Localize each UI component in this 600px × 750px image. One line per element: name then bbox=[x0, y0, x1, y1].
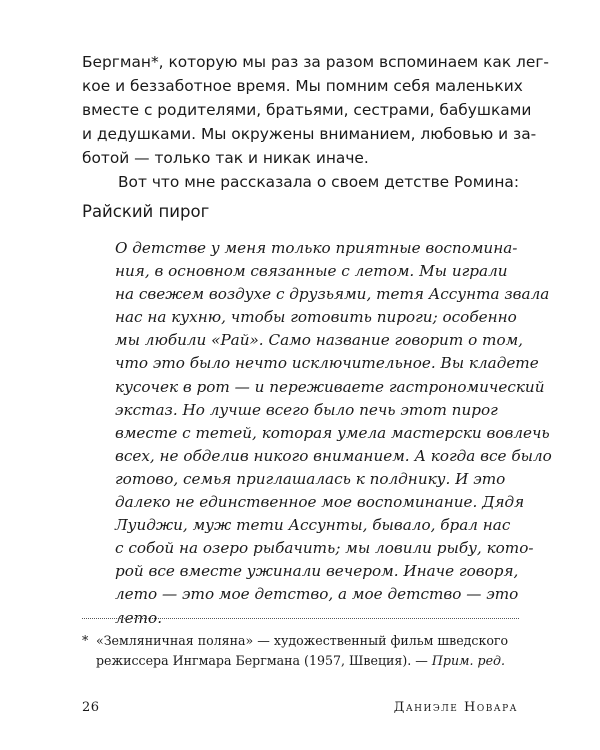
quote-line: рой все вместе ужинали вечером. Иначе говоря, bbox=[115, 562, 519, 581]
quote-block bbox=[115, 237, 552, 630]
body-line: кое и беззаботное время. Мы помним себя маленьких bbox=[82, 77, 523, 95]
quote-line: далеко не единственное мое воспоминание. Дядя bbox=[115, 493, 525, 512]
body-paragraph bbox=[82, 50, 549, 194]
quote-line: ния, в основном связанные с летом. Мы играли bbox=[115, 262, 508, 281]
footnote-editor-note: Прим. ред. bbox=[431, 653, 506, 668]
footnote bbox=[82, 631, 519, 671]
body-line: Бергман*, которую мы раз за разом вспоминаем как лег- bbox=[82, 53, 549, 71]
quote-line: мы любили «Рай». Само название говорит о том, bbox=[115, 331, 524, 350]
running-head-author: Даниэле Новара bbox=[393, 700, 518, 715]
body-line: и дедушками. Мы окружены вниманием, любовью и за- bbox=[82, 125, 537, 143]
section-heading: Райский пирог bbox=[82, 202, 210, 221]
footnote-divider bbox=[82, 618, 519, 619]
footnote-text: «Земляничная поляна» — художественный фильм шведского bbox=[96, 633, 509, 648]
quote-line: нас на кухню, чтобы готовить пироги; особенно bbox=[115, 308, 517, 327]
body-line: Вот что мне рассказала о своем детстве Ромина: bbox=[118, 173, 520, 191]
quote-line: экстаз. Но лучше всего было печь этот пирог bbox=[115, 400, 498, 419]
page-number: 26 bbox=[82, 700, 100, 715]
footnote-marker: * bbox=[82, 633, 89, 648]
body-line: ботой — только так и никак иначе. bbox=[82, 149, 369, 167]
quote-line: что это было нечто исключительное. Вы кладете bbox=[115, 354, 539, 373]
quote-line: с собой на озеро рыбачить; мы ловили рыбу, кото- bbox=[115, 539, 534, 558]
body-line: вместе с родителями, братьями, сестрами, бабушками bbox=[82, 101, 532, 119]
footnote-text: режиссера Ингмара Бергмана (1957, Швеция). — bbox=[96, 653, 432, 668]
quote-line: лето. bbox=[115, 608, 163, 627]
quote-line: Луиджи, муж тети Ассунты, бывало, брал нас bbox=[115, 516, 511, 535]
quote-line: всех, не обделив никого вниманием. А когда все было bbox=[115, 446, 552, 465]
quote-line: лето — это мое детство, а мое детство — это bbox=[115, 585, 519, 604]
quote-line: на свежем воздухе с друзьями, тетя Ассунта звала bbox=[115, 285, 550, 304]
quote-line: готово, семья приглашалась к полднику. И это bbox=[115, 469, 506, 488]
quote-line: О детстве у меня только приятные воспомина- bbox=[115, 239, 518, 257]
footnote-line bbox=[82, 631, 519, 651]
quote-line: вместе с тетей, которая умела мастерски вовлечь bbox=[115, 423, 550, 442]
quote-line: кусочек в рот — и переживаете гастрономический bbox=[115, 377, 545, 396]
footnote-line bbox=[82, 651, 519, 671]
